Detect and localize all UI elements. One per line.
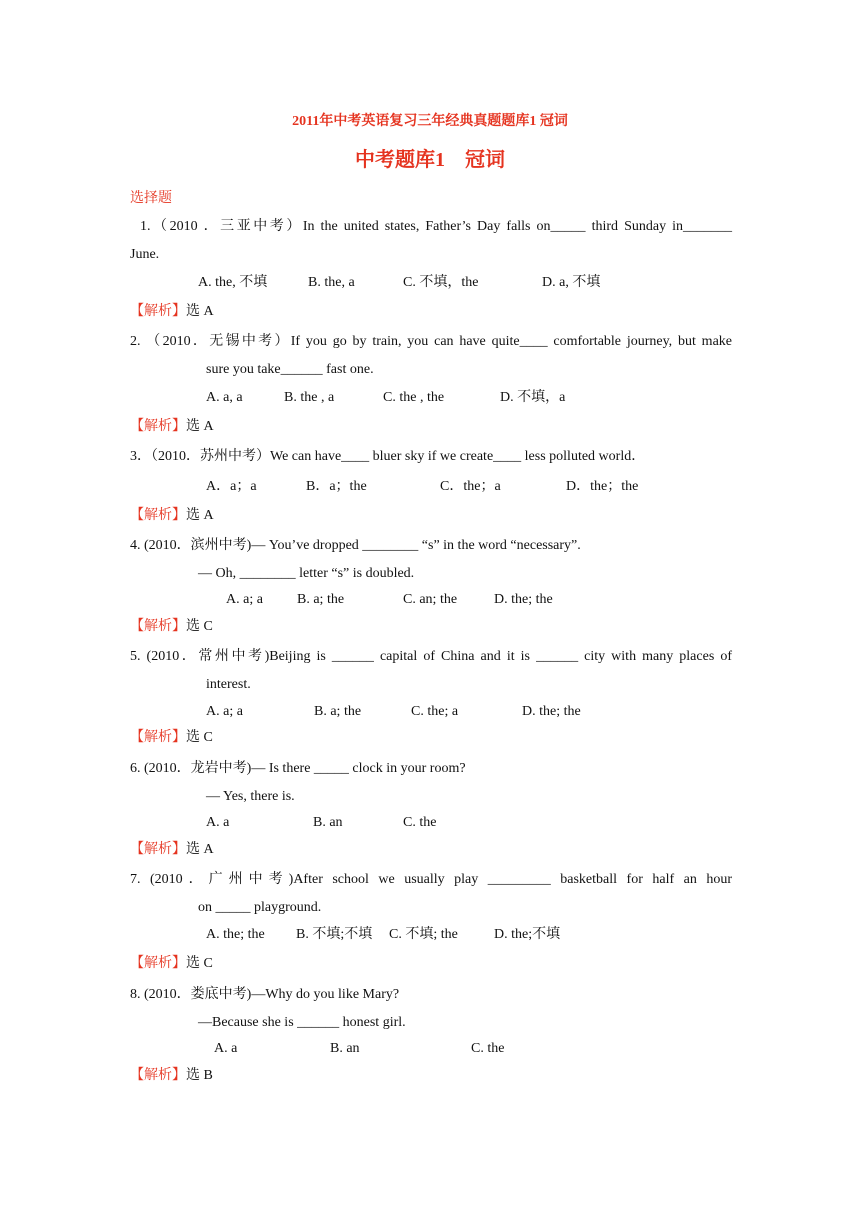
section-heading: 选择题	[130, 191, 172, 206]
answer-line	[130, 957, 213, 971]
question-text-cont: — Oh, ________ letter “s” is doubled.	[198, 566, 415, 581]
answer-text: 选 A	[186, 842, 214, 857]
option-c: C．the；a	[440, 479, 501, 494]
answer-line	[130, 420, 214, 434]
answer-line	[130, 731, 213, 745]
answer-line	[130, 509, 214, 523]
option-a: A. the, 不填	[198, 275, 268, 290]
question-text: 3．（2010．苏州中考）We can have____ bluer sky if we create____ less polluted world．	[130, 449, 646, 464]
option-b: B. the, a	[308, 275, 355, 290]
option-c: C. the	[471, 1041, 505, 1056]
question-text: 4. (2010．滨州中考)— You’ve dropped ________ “s” in the word “necessary”.	[130, 538, 581, 553]
option-b: B. 不填;不填	[296, 927, 373, 942]
answer-label: 【解析】	[130, 619, 186, 634]
answer-line	[130, 843, 214, 857]
answer-label: 【解析】	[130, 842, 186, 857]
option-c: C. the	[403, 815, 437, 830]
header-title: 2011年中考英语复习三年经典真题题库1 冠词	[292, 114, 568, 129]
answer-text: 选 A	[186, 508, 214, 523]
question-text-cont: on _____ playground.	[198, 900, 322, 915]
option-c: C. 不填; the	[389, 927, 458, 942]
answer-label: 【解析】	[130, 304, 186, 319]
main-title: 中考题库1 冠词	[355, 149, 505, 171]
question-text: 7. (2010．广州中考)After school we usually play _________ basketball for half an hour	[130, 872, 732, 887]
option-d: D. 不填，a	[500, 390, 566, 405]
option-a: A. a	[214, 1041, 238, 1056]
option-c: C. the , the	[383, 390, 445, 405]
answer-label: 【解析】	[130, 508, 186, 523]
option-d: D. the; the	[522, 704, 581, 719]
answer-line	[130, 1069, 213, 1083]
option-b: B. the , a	[284, 390, 335, 405]
answer-text: 选 B	[186, 1068, 213, 1083]
question-text: 2. （2010．无锡中考）If you go by train, you can have quite____ comfortable journey, but make	[130, 334, 732, 349]
answer-label: 【解析】	[130, 419, 186, 434]
option-d: D. the; the	[494, 592, 553, 607]
option-a: A. a; a	[226, 592, 263, 607]
answer-text: 选 C	[186, 956, 213, 971]
option-b: B. a; the	[297, 592, 345, 607]
answer-text: 选 C	[186, 619, 213, 634]
answer-line	[130, 305, 214, 319]
answer-line	[130, 620, 213, 634]
option-b: B．a；the	[306, 479, 367, 494]
answer-label: 【解析】	[130, 1068, 186, 1083]
option-c: C. an; the	[403, 592, 458, 607]
option-b: B. an	[313, 815, 343, 830]
answer-label: 【解析】	[130, 730, 186, 745]
question-text: 1.（2010 ．三亚中考）In the united states, Father’s Day falls on_____ third Sunday in_______	[140, 219, 732, 234]
option-c: C. 不填，the	[403, 275, 479, 290]
question-text-cont: June.	[130, 247, 160, 262]
question-text: 8. (2010．娄底中考)—Why do you like Mary?	[130, 987, 400, 1002]
question-text-cont: interest.	[206, 677, 251, 692]
option-d: D. the;不填	[494, 927, 561, 942]
question-text-cont: — Yes, there is.	[206, 789, 295, 804]
option-a: A. a, a	[206, 390, 243, 405]
question-text: 5. (2010．常州中考)Beijing is ______ capital of China and it is ______ city with many places of	[130, 649, 732, 664]
question-text-cont: sure you take______ fast one.	[206, 362, 374, 377]
option-b: B. a; the	[314, 704, 362, 719]
option-c: C. the; a	[411, 704, 459, 719]
answer-label: 【解析】	[130, 956, 186, 971]
question-text-cont: —Because she is ______ honest girl.	[198, 1015, 406, 1030]
option-d: D. a, 不填	[542, 275, 601, 290]
option-d: D．the；the	[566, 479, 639, 494]
option-a: A．a；a	[206, 479, 257, 494]
option-a: A. the; the	[206, 927, 265, 942]
answer-text: 选 A	[186, 304, 214, 319]
answer-text: 选 A	[186, 419, 214, 434]
question-text: 6. (2010．龙岩中考)— Is there _____ clock in your room?	[130, 761, 466, 776]
option-a: A. a	[206, 815, 230, 830]
option-a: A. a; a	[206, 704, 243, 719]
option-b: B. an	[330, 1041, 360, 1056]
answer-text: 选 C	[186, 730, 213, 745]
